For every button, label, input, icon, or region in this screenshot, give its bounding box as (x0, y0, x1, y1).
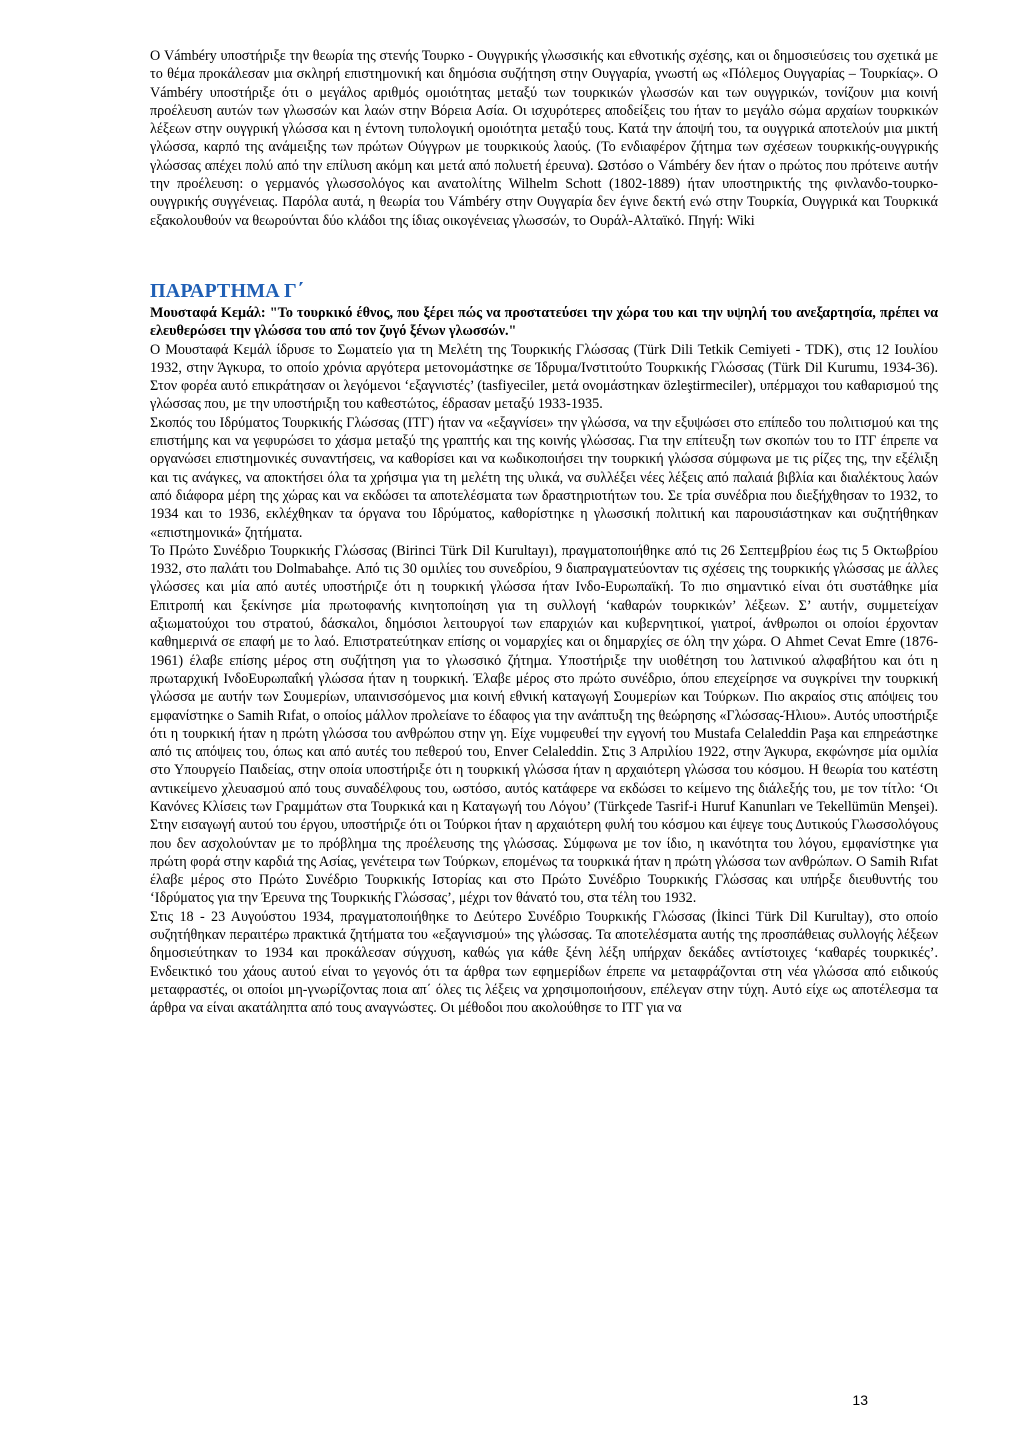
lead-quote: Μουσταφά Κεμάλ: "Το τουρκικό έθνος, που ξέρει πώς να προστατεύσει την χώρα του και την υψηλή του ανεξαρτησία, πρέπει να ελευθερώσει την γλώσσα του από τον ζυγό ξένων γλωσσών." (150, 304, 938, 340)
body-paragraph: Ο Μουσταφά Κεμάλ ίδρυσε το Σωματείο για τη Μελέτη της Τουρκικής Γλώσσας (Türk Dili Tetkik Cemiyeti - TDK), στις 12 Ιουλίου 1932, στην Άγκυρα, το οποίο χρόνια αργότερα μετονομάστηκε σε Ίδρυμα/Ινστιτούτο Τουρκικής Γλώσσας (Türk Dil Kurumu, 1934-36). Στον φορέα αυτό επικράτησαν οι λεγόμενοι ‘εξαγνιστές’ (tasfiyeciler, μετά ονομάστηκαν özleştirmeciler), υπέρμαχοι του καθαρισμού της γλώσσας που, με την υποστήριξη του καθεστώτος, έδρασαν μεταξύ 1933-1935. (150, 341, 938, 413)
document-body (150, 47, 938, 1018)
intro-paragraph: Ο Vámbéry υποστήριξε την θεωρία της στενής Τουρκο - Ουγγρικής γλωσσικής και εθνοτικής σχέσης, και οι δημοσιεύσεις του σχετικά με το θέμα προκάλεσαν μια σκληρή επιστημονική και δημόσια συζήτηση στην Ουγγαρία, γνωστή ως «Πόλεμος Ουγγαρίας – Τουρκίας». Ο Vámbéry υποστήριξε ότι ο μεγάλος αριθμός ομοιότητας μεταξύ των τουρκικών γλωσσών και των ουγγρικών, τονίζουν μια κοινή προέλευση αυτών των γλωσσών και λαών στην Βόρεια Ασία. Οι ισχυρότερες αποδείξεις του ήταν το μεγάλο σώμα αρχαίων τουρκικών λέξεων στην ουγγρική γλώσσα και η έντονη τυπολογική ομοιότητα μεταξύ τους. Κατά την άποψή του, τα ουγγρικά αποτελούν μια μικτή γλώσσα, καρπό της ανάμειξης των πρώτων Ούγγρων με τουρκικούς λαούς. (Το ενδιαφέρον ζήτημα των σχέσεων τουρκικής-ουγγρικής γλώσσας απέχει πολύ από την επίλυση ακόμη και μετά από πολυετή έρευνα). Ωστόσο ο Vámbéry δεν ήταν ο πρώτος που πρότεινε αυτήν την προέλευση: ο γερμανός γλωσσολόγος και ανατολίτης Wilhelm Schott (1802-1889) ήταν υποστηρικτής της φινλανδο-τουρκο-ουγγρικής συγγένειας. Παρόλα αυτά, η θεωρία του Vámbéry στην Ουγγαρία δεν έγινε δεκτή ενώ στην Τουρκία, Ουγγρικά και Τουρκικά εξακολουθούν να θεωρούνται δύο κλάδοι της ίδιας οικογένειας γλωσσών, το Ουράλ-Αλταϊκό. Πηγή: Wiki (150, 48, 938, 229)
body-paragraph: Σκοπός του Ιδρύματος Τουρκικής Γλώσσας (ΙΤΓ) ήταν να «εξαγνίσει» την γλώσσα, να την εξυψώσει στο επίπεδο του πολιτισμού και της επιστήμης και να γεφυρώσει το χάσμα μεταξύ της γραπτής και της κοινής γλώσσας. Για την επίτευξη των σκοπών του το ΙΤΓ έπρεπε να οργανώσει επιστημονικές συναντήσεις, να καθορίσει και να κωδικοποιήσει την τουρκική γλώσσα σύμφωνα με τις ρίζες της, την εξέλιξη και τις ανάγκες, να αποκτήσει όλα τα χρήσιμα για τη μελέτη της υλικά, να συλλέξει νέες λέξεις από παλαιά βιβλία και διαλέκτους λαών από διάφορα μέρη της χώρας και να εκδώσει τα αποτελέσματα των δραστηριοτήτων του. Σε τρία συνέδρια που διεξήχθησαν το 1932, το 1934 και το 1936, εκλέχθηκαν τα όργανα του Ιδρύματος, καθορίστηκε η γλωσσική πολιτική και παρουσιάστηκαν και συζητήθηκαν «επιστημονικά» ζητήματα. (150, 414, 938, 541)
body-paragraph: Στις 18 - 23 Αυγούστου 1934, πραγματοποιήθηκε το Δεύτερο Συνέδριο Τουρκικής Γλώσσας (İkinci Türk Dil Kurultay), στο οποίο συζητήθηκαν περαιτέρω πρακτικά ζητήματα του «εξαγνισμού» της γλώσσας. Τα αποτελέσματα αυτής της προσπάθειας συλλογής λέξεων δημοσιεύτηκαν το 1934 και προκάλεσαν σύγχυση, καθώς για κάθε ξένη λέξη υπήρχαν δεκάδες αντίστοιχες ‘καθαρές τουρκικές’. Ενδεικτικό του χάους αυτού είναι το γεγονός ότι τα άρθρα των εφημερίδων έπρεπε να μεταφράζονται στη νέα γλώσσα από ειδικούς μεταφραστές, οι οποίοι μη-γνωρίζοντας ποια απ΄ όλες τις λέξεις να χρησιμοποιήσουν, επέλεγαν στην τύχη. Αυτό είχε ως αποτέλεσμα τα άρθρα να είναι ακατάληπτα από τους αναγνώστες. Οι μέθοδοι που ακολούθησε το ΙΤΓ για να (150, 908, 938, 1017)
body-paragraph: Το Πρώτο Συνέδριο Τουρκικής Γλώσσας (Birinci Türk Dil Kurultayı), πραγματοποιήθηκε από τις 26 Σεπτεμβρίου έως τις 5 Οκτωβρίου 1932, στο παλάτι του Dolmabahçe. Από τις 30 ομιλίες του συνεδρίου, 9 διαπραγματεύονταν τις σχέσεις της τουρκικής γλώσσας με άλλες γλώσσες και μία από αυτές υποστήριζε ότι η τουρκική γλώσσα ήταν Ινδο-Ευρωπαϊκή. Το πιο σημαντικό είναι ότι συστάθηκε μία Επιτροπή και ξεκίνησε μία πρωτοφανής κινητοποίηση για τη συλλογή ‘καθαρών τουρκικών’ λέξεων. Σ’ αυτήν, συμμετείχαν αξιωματούχοι του στρατού, δάσκαλοι, δημόσιοι λειτουργοί των επαρχιών και κυβερνητικοί, γιατροί, άνθρωποι οι οποίοι έρχονταν καθημερινά σε επαφή με το λαό. Επιστρατεύτηκαν επίσης οι νομαρχίες και οι δημαρχίες σε όλη την χώρα. Ο Ahmet Cevat Emre (1876-1961) έλαβε επίσης μέρος στη συζήτηση για το γλωσσικό ζήτημα. Υποστήριξε την υιοθέτηση του λατινικού αλφαβήτου και ότι η πρωταρχική ΙνδοΕυρωπαΐκή γλώσσα ήταν η τουρκική. Έλαβε μέρος στο πρώτο συνέδριο, όπου επεχείρησε να συγκρίνει την τουρκική γλώσσα με αυτήν των Σουμερίων, υπαινισσόμενος μια κοινή εθνική καταγωγή Σουμερίων και Τούρκων. Πιο ακραίος στις απόψεις του εμφανίστηκε ο Samih Rıfat, ο οποίος μάλλον προλείανε το έδαφος για την ανάπτυξη της θεώρησης «Γλώσσας-Ήλιου». Αυτός υποστήριξε ότι η τουρκική ήταν η πρώτη γλώσσα του ανθρώπου στην γη. Είχε νυμφευθεί την εγγονή του Mustafa Celaleddin Paşa και επηρεάστηκε από τις απόψεις του, όπως και από αυτές του πεθερού του, Enver Celaleddin. Στις 3 Απριλίου 1922, στην Άγκυρα, εκφώνησε μία ομιλία στο Υπουργείο Παιδείας, στην οποία υποστήριξε ότι η τουρκική γλώσσα ήταν η αρχαιότερη γλώσσα του κόσμου. Η θεωρία του κατέστη αντικείμενο χλευασμού από τους συναδέλφους του, ωστόσο, αυτός κατάφερε να εκδώσει το κείμενο της διάλεξής του, με τον τίτλο: ‘Οι Κανόνες Κλίσεις των Γραμμάτων στα Τουρκικά και η Καταγωγή του Λόγου’ (Türkçede Tasrif-i Huruf Kanunları ve Tekellümün Menşei). Στην εισαγωγή αυτού του έργου, υποστήριζε ότι οι Τούρκοι ήταν η αρχαιότερη φυλή του κόσμου και έψεγε τους Δυτικούς Γλωσσολόγους που δεν ασχολούνταν με το πρόβλημα της προέλευσης της γλώσσας. Σύμφωνα με τον ίδιο, η ικανότητα του λόγου, εμφανίστηκε για πρώτη φορά στην καρδιά της Ασίας, γενέτειρα των Τούρκων, επομένως τα τουρκικά ήταν η πρώτη γλώσσα των ανθρώπων. Ο Samih Rıfat έλαβε μέρος στο Πρώτο Συνέδριο Τουρκικής Ιστορίας και στο Πρώτο Συνέδριο Τουρκικής Γλώσσας και υπήρξε διευθυντής του ‘Ιδρύματος για την Έρευνα της Τουρκικής Γλώσσας’, μέχρι τον θάνατό του, στα τέλη του 1932. (150, 542, 939, 907)
page-number: 13 (852, 1392, 868, 1408)
section-heading: ΠΑΡΑΡΤΗΜΑ Γ΄ (150, 279, 304, 302)
